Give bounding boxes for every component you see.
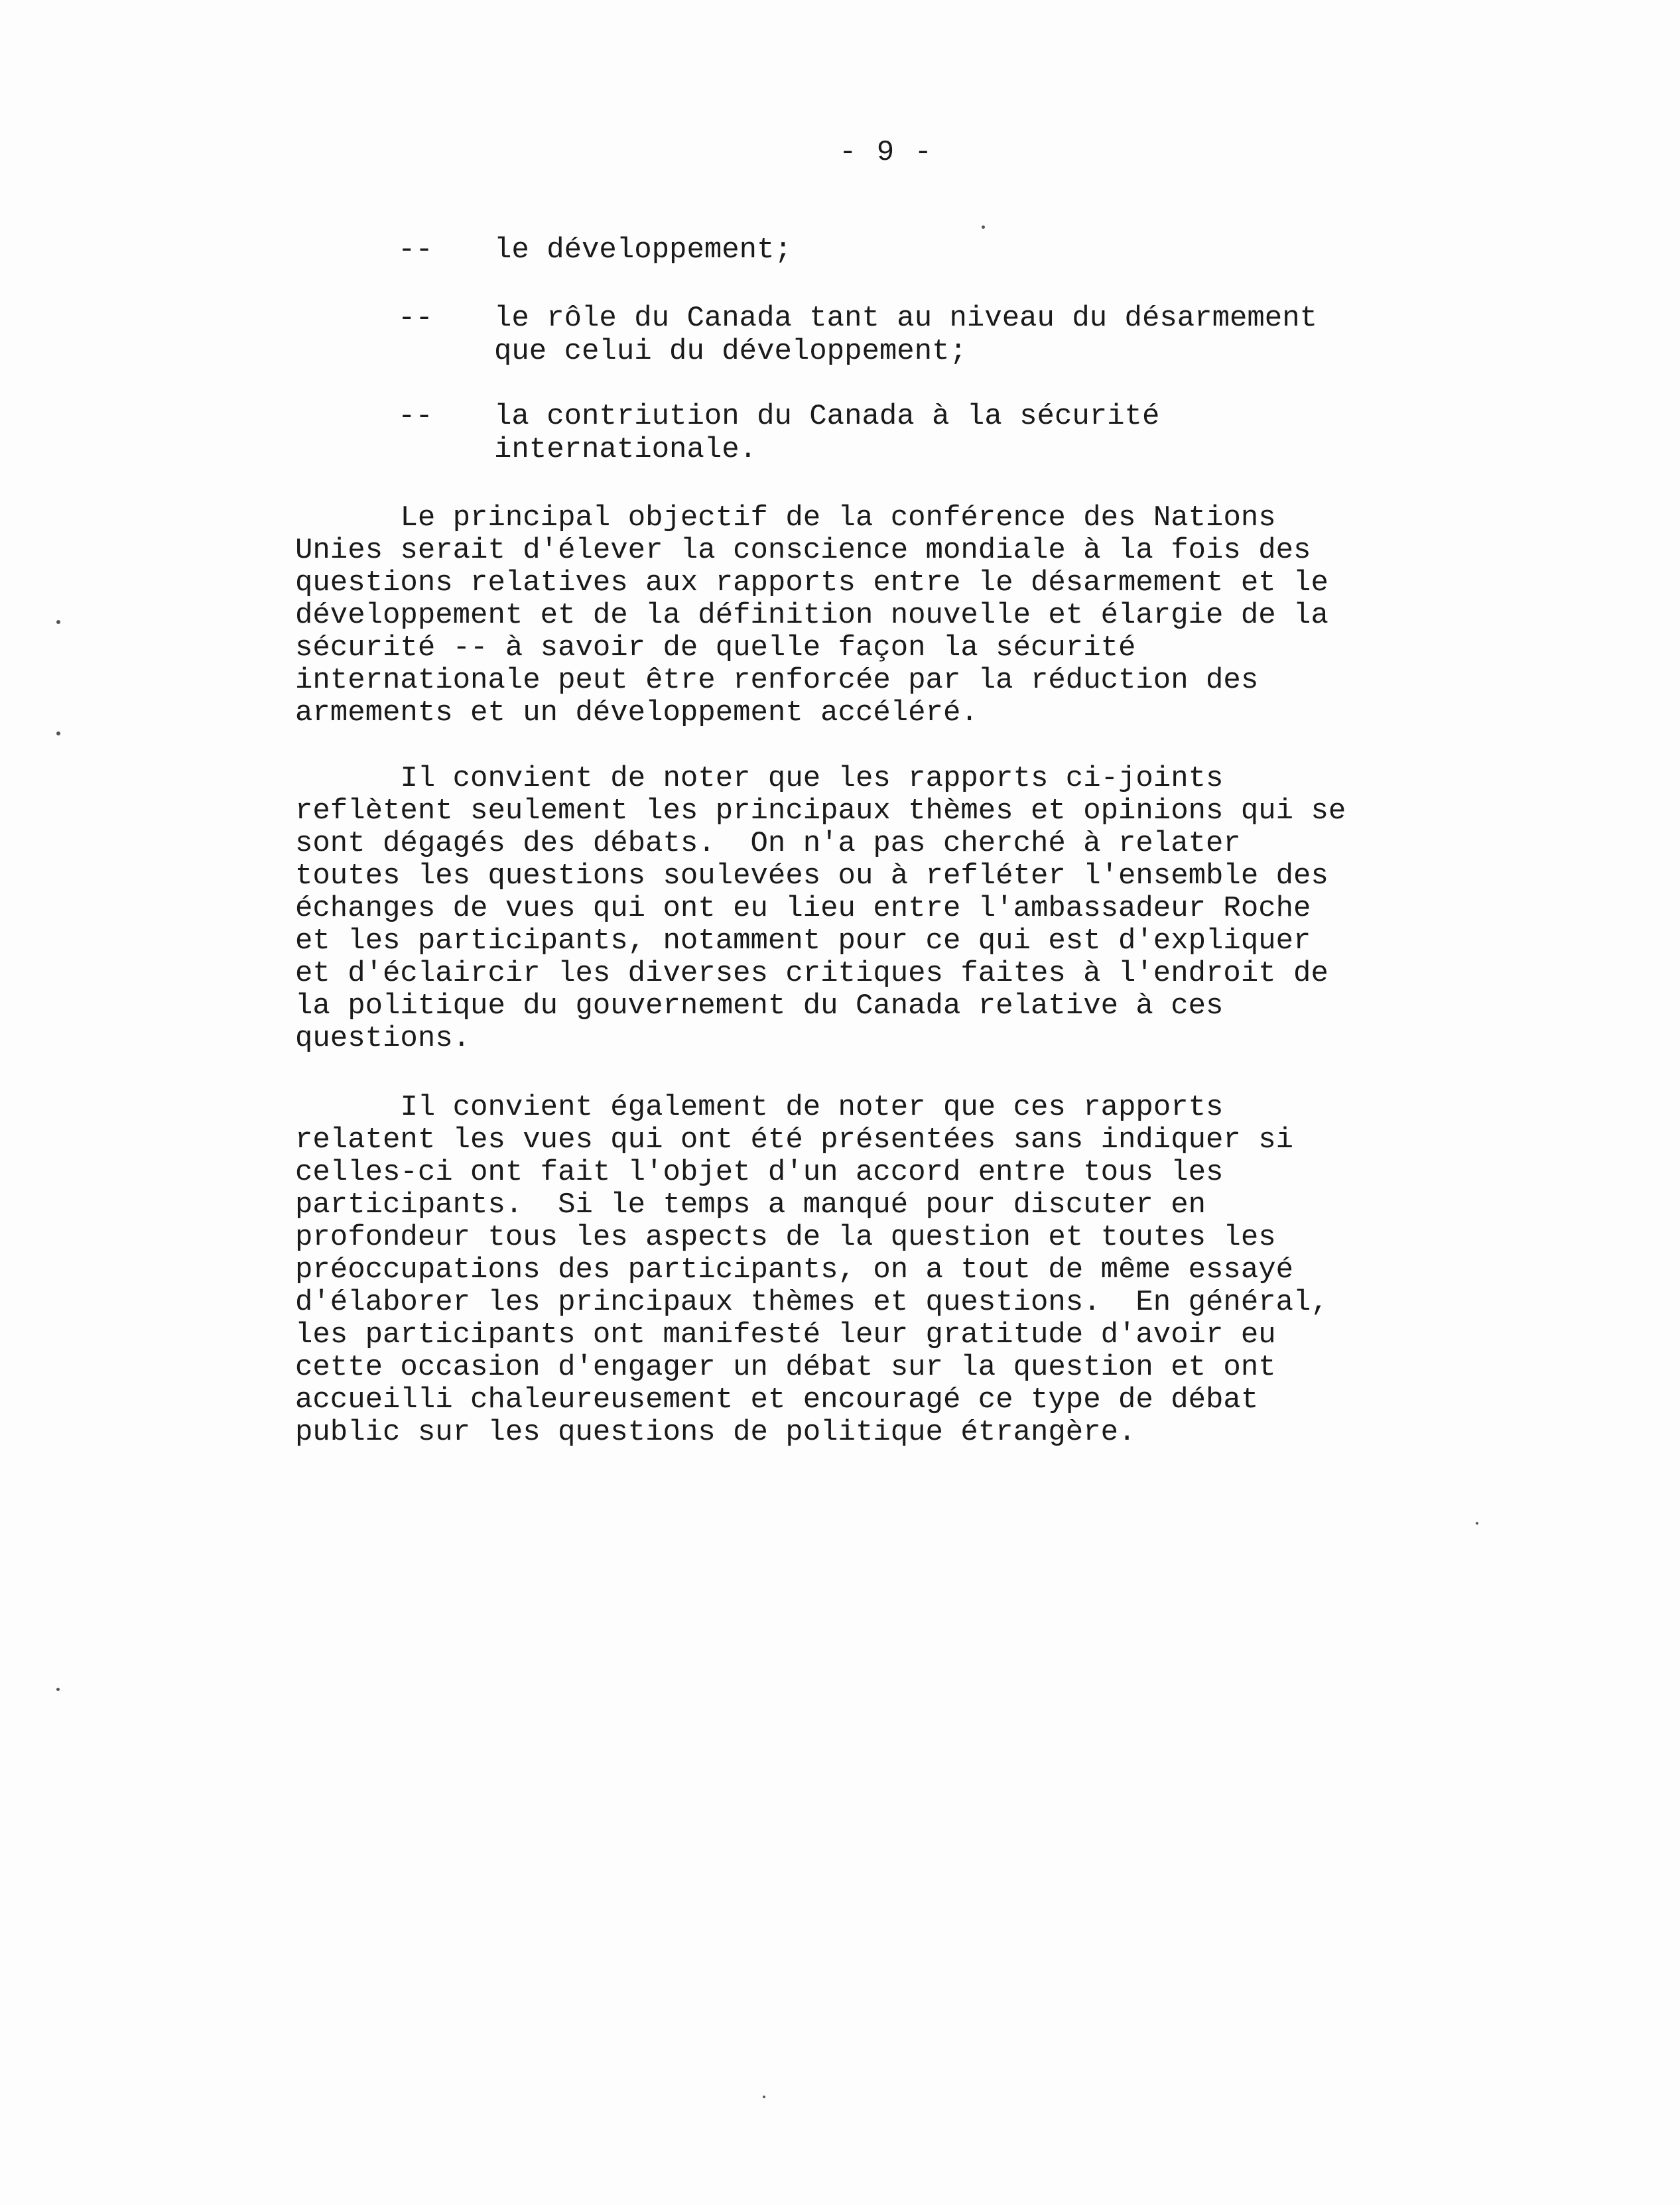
scan-speck	[1476, 1522, 1478, 1525]
scan-speck	[56, 731, 60, 735]
bullet-dash: --	[398, 233, 433, 267]
scan-speck	[56, 620, 60, 624]
bullet-dash: --	[398, 400, 433, 433]
paragraph: Il convient également de noter que ces rapports relatent les vues qui ont été présentées sans indiquer si celles-ci ont fait l'objet d'un accord entre tous les participants. Si le temps a manqué pour discuter en profondeur tous les aspects de la question et toutes les préoccupations des participants, on a tout de même essayé d'élaborer les principaux thèmes et questions. En général, les participants ont manifesté leur gratitude d'avoir eu cette occasion d'engager un débat sur la question et ont accueilli chaleureusement et encouragé ce type de débat public sur les questions de politique étrangère.	[295, 1091, 1328, 1449]
scan-speck	[763, 2096, 765, 2098]
bullet-dash: --	[398, 302, 433, 335]
bullet-text: le développement;	[494, 233, 792, 267]
bullet-text: le rôle du Canada tant au niveau du désarmement que celui du développement;	[494, 302, 1318, 368]
bullet-text: la contriution du Canada à la sécurité internationale.	[494, 400, 1160, 466]
paragraph: Le principal objectif de la conférence des Nations Unies serait d'élever la conscience mondiale à la fois des questions relatives aux rapports entre le désarmement et le développement et de la définition nouvelle et élargie de la sécurité -- à savoir de quelle façon la sécurité internationale peut être renforcée par la réduction des armements et un développement accéléré.	[295, 501, 1328, 729]
scan-speck	[982, 225, 985, 229]
scan-speck	[56, 1688, 60, 1691]
paragraph: Il convient de noter que les rapports ci-joints reflètent seulement les principaux thèmes et opinions qui se sont dégagés des débats. On n'a pas cherché à relater toutes les questions soulevées ou à refléter l'ensemble des échanges de vues qui ont eu lieu entre l'ambassadeur Roche et les participants, notamment pour ce qui est d'expliquer et d'éclaircir les diverses critiques faites à l'endroit de la politique du gouvernement du Canada relative à ces questions.	[295, 762, 1346, 1055]
page-number: - 9 -	[839, 136, 934, 169]
